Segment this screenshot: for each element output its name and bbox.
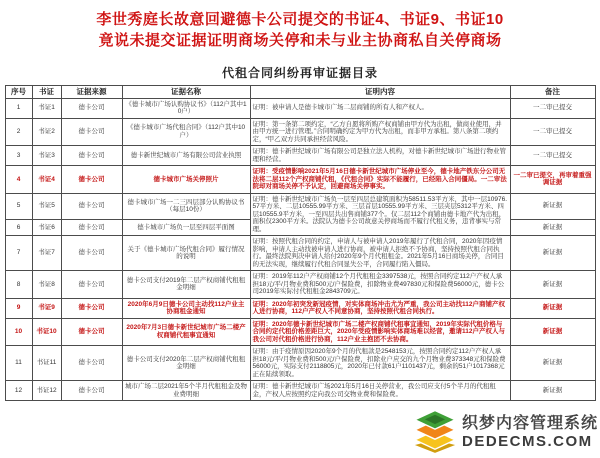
row-number-cell: 5: [5, 193, 32, 219]
evidence-source-cell: 德卡公司: [61, 219, 122, 235]
evidence-source-cell: 德卡公司: [61, 146, 122, 166]
watermark-text: [462, 414, 598, 451]
column-header-2: 证据来源: [61, 86, 122, 99]
table-row: [5, 236, 595, 271]
dedecms-layers-icon: [412, 410, 458, 454]
evidence-source-cell: 德卡公司: [61, 166, 122, 194]
evidence-id-cell: 书证1: [32, 98, 61, 118]
remark-cell: 新证据: [510, 318, 595, 346]
evidence-name-cell: 2020年6月9日德卡公司主动找112户业主协商租金通知: [122, 298, 250, 318]
evidence-id-cell: 书证7: [32, 236, 61, 271]
evidence-id-cell: 书证10: [32, 318, 61, 346]
remark-cell: 新证据: [510, 346, 595, 381]
table-row: [5, 193, 595, 219]
evidence-source-cell: 德卡公司: [61, 318, 122, 346]
column-header-5: 备注: [510, 86, 595, 99]
proof-content-cell: 证明：2020年初突发新冠疫情，对实体商场冲击尤为严重，我公司主动找112户商铺产权人进行协商，112户产权人不同意协商，坚持按照代租合同执行。: [250, 298, 510, 318]
evidence-name-cell: 关于《德卡城市广场代租合同》履行情况的说明: [122, 236, 250, 271]
row-number-cell: 7: [5, 236, 32, 271]
remark-cell: 新证据: [510, 381, 595, 401]
evidence-id-cell: 书证12: [32, 381, 61, 401]
evidence-id-cell: 书证2: [32, 118, 61, 146]
evidence-id-cell: 书证8: [32, 271, 61, 299]
watermark-chinese-label: 织梦内容管理系统: [461, 414, 598, 432]
evidence-source-cell: 德卡公司: [61, 193, 122, 219]
row-number-cell: 12: [5, 381, 32, 401]
evidence-name-cell: 德卡城市广场关停照片: [122, 166, 250, 194]
remark-cell: 一二审已提交: [510, 146, 595, 166]
evidence-source-cell: 德卡公司: [61, 236, 122, 271]
evidence-source-cell: 德卡公司: [61, 98, 122, 118]
proof-content-cell: 证明：德卡新世纪城市广场负一层至四层总建筑面积为58511.53平方米，其中一层10976.57平方米、二层10555.99平方米、三层首层10555.99平方米、三层夹层5312平方米、四层10555.9平方米，一至四层共出售商铺377个。仅二层112个商铺由德卡地产代为出租，面积仅2300平方米。法院认为德卡公司故意关停商场而不履行代租义务，违背事实与常理。: [250, 193, 510, 236]
row-number-cell: 3: [5, 146, 32, 166]
table-row: [5, 318, 595, 346]
column-header-0: 序号: [5, 86, 32, 99]
table-row: [5, 146, 595, 166]
evidence-source-cell: 德卡公司: [61, 381, 122, 401]
column-header-3: 证据名称: [122, 86, 250, 99]
evidence-id-cell: 书证9: [32, 298, 61, 318]
table-row: [5, 118, 595, 146]
evidence-id-cell: 书证11: [32, 346, 61, 381]
table-title: 代租合同纠纷再审证据目录: [221, 66, 378, 80]
table-row: [5, 381, 595, 401]
evidence-source-cell: 德卡公司: [61, 271, 122, 299]
remark-cell: 一二审已提交: [510, 98, 595, 118]
dedecms-watermark: [408, 409, 600, 455]
table-row: [5, 271, 595, 299]
proof-content-cell: 证明：受疫情影响2021年5月16日德卡新世纪城市广场停业至今，德卡地产铁东分公司无法将二层112个产权商铺代租，《代租合同》实际不能履行，已经陷入合同僵局。一二审法院却对商场关停不予认定，回避商场关停事实。: [250, 166, 510, 194]
remark-cell: 新证据: [510, 298, 595, 318]
row-number-cell: 4: [5, 166, 32, 194]
remark-cell: 新证据: [510, 271, 595, 299]
remark-cell: 新证据: [510, 236, 595, 271]
proof-content-cell: 证明：被申请人是德卡城市广场二层商铺的所有人和产权人。: [250, 98, 510, 118]
evidence-id-cell: 书证3: [32, 146, 61, 166]
row-number-cell: 11: [5, 346, 32, 381]
row-number-cell: 8: [5, 271, 32, 299]
proof-content-cell: 证明：由于疫情原因2020年9个月的代租款是2548153元，按照合同约定112户产权人承担18元/平/月物业费和500元/户保险费，扣除业户应交的九个月物业费373348元和保险费56000元，实际支付2118805元，2020年已付款61户1101437元，剩余的51户1017368元正在陆续领取。: [250, 346, 510, 381]
table-row: [5, 346, 595, 381]
proof-content-cell: 证明：德卡新世纪城市广场2021年5月16日关停营业，我公司应支付5个半月的代租租金，产权人应按照约定向我公司交物业费和保险费。: [250, 381, 510, 401]
row-number-cell: 10: [5, 318, 32, 346]
remark-cell: 一二审已提交，再审着重强调证据: [510, 166, 595, 194]
proof-content-cell: 证明：2019年112户产权商铺12个月代租租金3397538元，按照合同约定112户产权人承担18元/平/月物业费和500元/户保险费，扣除物业费497830元和保险费56000元，德卡公司2019年实际付代租租金2843709元。: [250, 271, 510, 299]
evidence-id-cell: 书证4: [32, 166, 61, 194]
document-title: [0, 9, 600, 51]
evidence-source-cell: 德卡公司: [61, 346, 122, 381]
row-number-cell: 2: [5, 118, 32, 146]
proof-content-cell: 证明：第一条第二项约定，“乙方自愿将所购产权商铺由甲方代为出租，做商业使用，并由甲方统一进行管理。”合同明确约定为甲方代为出租，而非甲方承租。第八条第二项约定，“甲乙双方共同承担经营风险。: [250, 118, 510, 146]
evidence-id-cell: 书证6: [32, 219, 61, 235]
evidence-source-cell: 德卡公司: [61, 118, 122, 146]
row-number-cell: 9: [5, 298, 32, 318]
evidence-name-cell: 德卡新世纪城市广场有限公司营业执照: [122, 146, 250, 166]
document-title-line1: 李世秀庭长故意回避德卡公司提交的书证4、书证9、书证10: [96, 11, 504, 28]
evidence-name-cell: 2020年7月3日德卡新世纪城市广场二楼产权商铺代租事宜通知: [122, 318, 250, 346]
evidence-id-cell: 书证5: [32, 193, 61, 219]
table-row: [5, 166, 595, 194]
table-row: [5, 98, 595, 118]
evidence-name-cell: 《德卡城市广场认购协议书》（112户其中10户）: [122, 98, 250, 118]
remark-cell: 新证据: [510, 219, 595, 235]
remark-cell: 新证据: [510, 193, 595, 219]
proof-content-cell: 证明：按照代租合同的约定，申请人与被申请人2019年履行了代租合同，2020年因疫情影响，申请人主动找被申请人进行协商，被申请人拒绝不予协商，坚持按照代租合同执行。最终法院判决申请人给付2020年9个月代租租金。2021年5月16日商场关停，合同目的无法实现，继续履行代租合同显失公平，合同履行陷入僵局。: [250, 236, 510, 271]
column-header-1: 书证: [32, 86, 61, 99]
evidence-rows: [5, 98, 595, 401]
table-header-row: [5, 86, 595, 99]
remark-cell: 一二审已提交: [510, 118, 595, 146]
evidence-table: [5, 85, 596, 401]
evidence-name-cell: 德卡城市广场负一层至四层平面图: [122, 219, 250, 235]
evidence-name-cell: 城市广场二层2021年5个半月代租租金及物业费明细: [122, 381, 250, 401]
document-title-line2: 竟说未提交证据证明商场关停和未与业主协商私自关停商场: [98, 32, 502, 49]
row-number-cell: 1: [5, 98, 32, 118]
column-header-4: 证明内容: [250, 86, 510, 99]
table-row: [5, 298, 595, 318]
watermark-domain-label: DEDECMS.COM: [461, 432, 593, 450]
evidence-name-cell: 德卡公司支付2019年二层产权商铺代租租金明细: [122, 271, 250, 299]
evidence-name-cell: 《德卡城市广场代租合同》（112户其中10户）: [122, 118, 250, 146]
evidence-source-cell: 德卡公司: [61, 298, 122, 318]
evidence-name-cell: 德卡公司支付2020年二层产权商铺代租租金明细: [122, 346, 250, 381]
proof-content-cell: 证明：德卡新世纪城市广场有限公司是独立法人机构，对德卡新世纪城市广场进行物业管理和经营。: [250, 146, 510, 166]
evidence-name-cell: 德卡城市广场一二三四层部分认购协议书（每层10份）: [122, 193, 250, 219]
proof-content-cell: 证明：2020年德卡新世纪城市广场二楼产权商铺代租事宜通知，2019年实际代租价格与合同约定代租价格差距巨大，2020年受疫情影响实体商场难以经营，邀请112户产权人与我公司对代租价格进行协商，112户业主抱团不去协商。: [250, 318, 510, 346]
row-number-cell: 6: [5, 219, 32, 235]
